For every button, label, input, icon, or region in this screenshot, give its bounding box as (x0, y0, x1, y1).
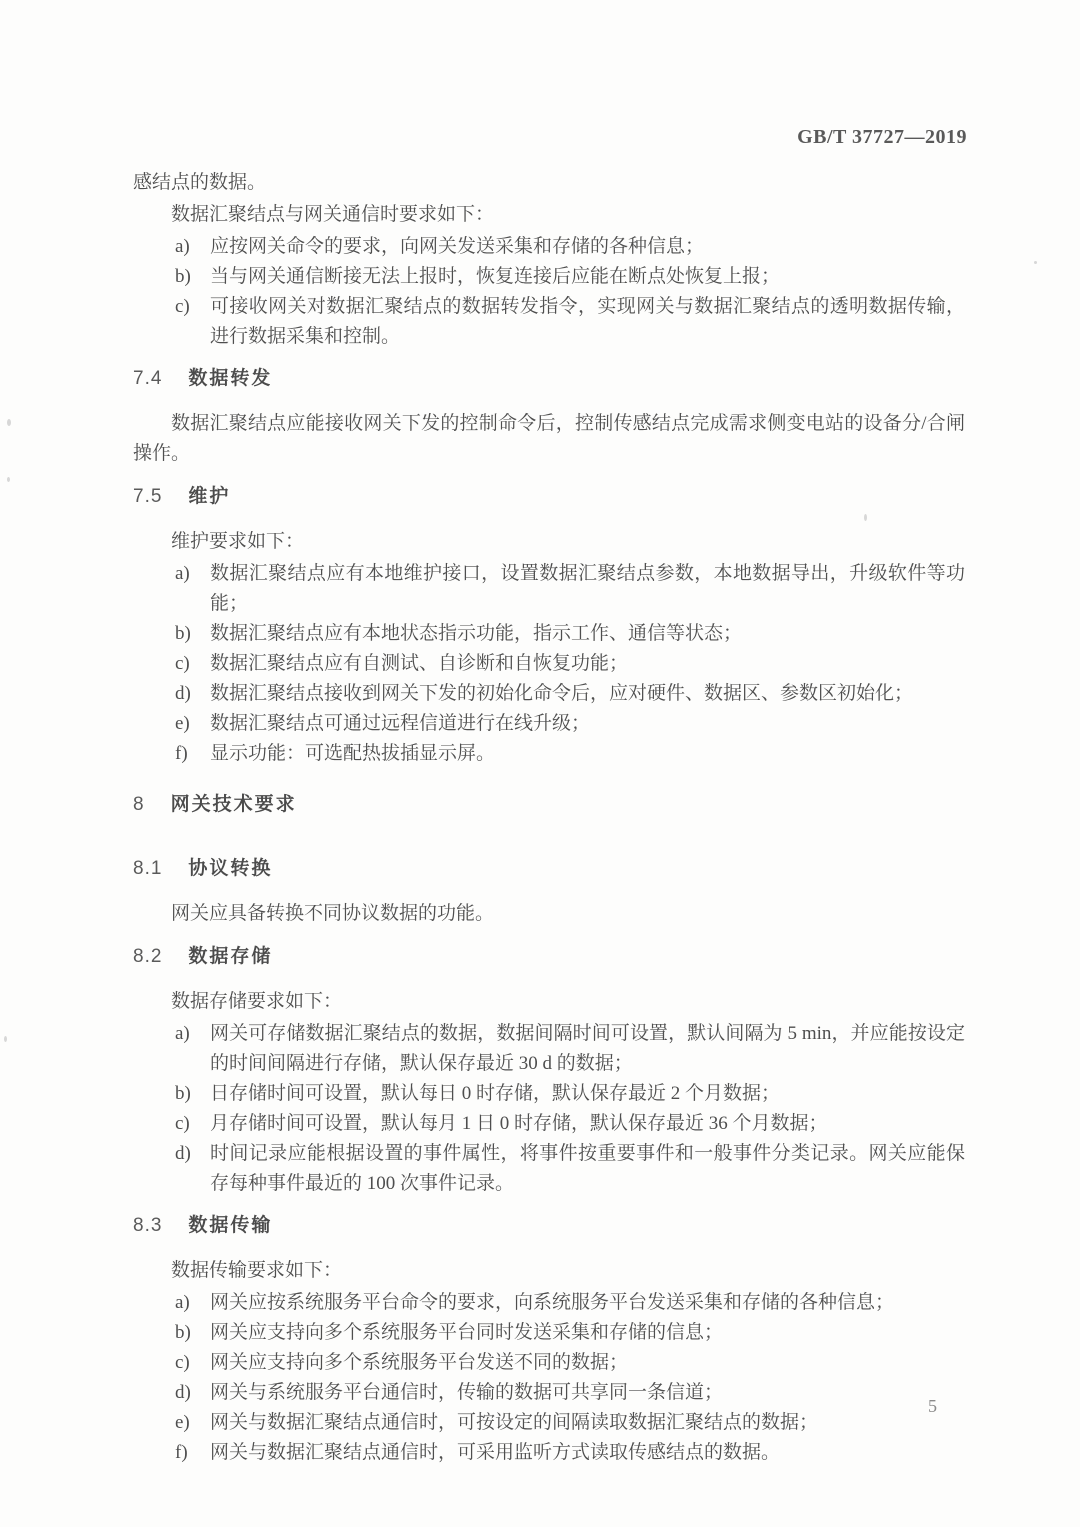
list-item-marker: c) (175, 653, 190, 674)
scan-artifact (4, 1036, 7, 1042)
paragraph: 感结点的数据。 (133, 172, 267, 193)
list-item-marker: d) (175, 1143, 191, 1164)
ordered-list (133, 559, 965, 769)
list-item-marker: f) (175, 1442, 188, 1463)
section-title: 协议转换 (188, 858, 273, 879)
paragraph: 网关应具备转换不同协议数据的功能。 (171, 903, 495, 924)
ordered-list (133, 1288, 965, 1468)
list-item-marker: a) (175, 236, 190, 257)
scan-artifact (7, 419, 11, 426)
paragraph: 数据传输要求如下： (171, 1260, 343, 1281)
section-heading (133, 485, 965, 509)
list-item-text: 日存储时间可设置，默认每日 0 时存储，默认保存最近 2 个月数据； (210, 1083, 781, 1104)
list-item-marker: c) (175, 1113, 190, 1134)
standard-number: GB/T 37727—2019 (797, 126, 967, 148)
scan-artifact (7, 477, 10, 482)
section-number: 7.4 (133, 368, 163, 389)
list-item (133, 1408, 965, 1438)
list-item (133, 1288, 965, 1318)
list-item-text: 当与网关通信断接无法上报时，恢复连接后应能在断点处恢复上报； (210, 266, 781, 287)
list-item (133, 232, 965, 262)
section-heading (133, 1214, 965, 1238)
list-item-marker: c) (175, 296, 190, 317)
list-item (133, 1438, 965, 1468)
list-item-marker: b) (175, 1322, 191, 1343)
section-heading (133, 945, 965, 969)
list-item-marker: b) (175, 623, 191, 644)
section-title: 数据传输 (188, 1215, 273, 1236)
section-number: 8.2 (133, 946, 163, 967)
paragraph: 数据存储要求如下： (171, 991, 343, 1012)
list-item (133, 1318, 965, 1348)
list-item-text: 月存储时间可设置，默认每月 1 日 0 时存储，默认保存最近 36 个月数据； (210, 1113, 828, 1134)
list-item (133, 679, 965, 709)
section-title: 网关技术要求 (170, 794, 297, 815)
section-number: 7.5 (133, 486, 163, 507)
section-number: 8.3 (133, 1215, 163, 1236)
section-number: 8.1 (133, 858, 163, 879)
list-item-marker: b) (175, 266, 191, 287)
list-item-marker: f) (175, 743, 188, 764)
list-item (133, 709, 965, 739)
list-item (133, 739, 965, 769)
page-number: 5 (928, 1396, 937, 1416)
list-item-marker: d) (175, 1382, 191, 1403)
list-item-text: 数据汇聚结点应有自测试、自诊断和自恢复功能； (210, 653, 629, 674)
paragraph: 维护要求如下： (171, 531, 305, 552)
list-item-text: 网关可存储数据汇聚结点的数据，数据间隔时间可设置，默认间隔为 5 min，并应能按设定的时间间隔进行存储，默认保存最近 30 d 的数据； (210, 1023, 965, 1074)
list-item (133, 1019, 965, 1079)
list-item (133, 1079, 965, 1109)
list-item (133, 1109, 965, 1139)
document-body (133, 168, 965, 1469)
section-heading (133, 857, 965, 881)
list-item-text: 可接收网关对数据汇聚结点的数据转发指令，实现网关与数据汇聚结点的透明数据传输，进行数据采集和控制。 (210, 296, 965, 347)
paragraph: 数据汇聚结点与网关通信时要求如下： (171, 204, 495, 225)
list-item (133, 262, 965, 292)
ordered-list (133, 232, 965, 352)
list-item (133, 1348, 965, 1378)
section-heading (133, 793, 965, 817)
list-item-text: 数据汇聚结点接收到网关下发的初始化命令后，应对硬件、数据区、参数区初始化； (210, 683, 914, 704)
list-item-marker: c) (175, 1352, 190, 1373)
list-item-text: 网关应按系统服务平台命令的要求，向系统服务平台发送采集和存储的各种信息； (210, 1292, 895, 1313)
list-item-text: 显示功能：可选配热拔插显示屏。 (210, 743, 496, 764)
list-item (133, 559, 965, 619)
list-item-text: 数据汇聚结点应有本地维护接口，设置数据汇聚结点参数，本地数据导出，升级软件等功能； (210, 563, 965, 614)
list-item-text: 数据汇聚结点可通过远程信道进行在线升级； (210, 713, 591, 734)
list-item (133, 649, 965, 679)
list-item-text: 网关与数据汇聚结点通信时，可采用监听方式读取传感结点的数据。 (210, 1442, 781, 1463)
list-item-marker: a) (175, 563, 190, 584)
list-item (133, 619, 965, 649)
list-item-marker: a) (175, 1023, 190, 1044)
scan-artifact (1034, 261, 1037, 264)
ordered-list (133, 1019, 965, 1199)
list-item (133, 1139, 965, 1199)
section-heading (133, 367, 965, 391)
list-item-text: 网关应支持向多个系统服务平台发送不同的数据； (210, 1352, 629, 1373)
section-title: 数据转发 (188, 368, 273, 389)
list-item (133, 1378, 965, 1408)
section-title: 维护 (188, 486, 231, 507)
list-item-marker: a) (175, 1292, 190, 1313)
list-item-marker: b) (175, 1083, 191, 1104)
list-item (133, 292, 965, 352)
section-number: 8 (133, 794, 145, 815)
list-item-text: 网关与数据汇聚结点通信时，可按设定的间隔读取数据汇聚结点的数据； (210, 1412, 819, 1433)
list-item-marker: e) (175, 713, 190, 734)
list-item-text: 应按网关命令的要求，向网关发送采集和存储的各种信息； (210, 236, 705, 257)
paragraph: 数据汇聚结点应能接收网关下发的控制命令后，控制传感结点完成需求侧变电站的设备分/合闸操作。 (133, 413, 965, 464)
list-item-text: 数据汇聚结点应有本地状态指示功能，指示工作、通信等状态； (210, 623, 743, 644)
list-item-text: 网关应支持向多个系统服务平台同时发送采集和存储的信息； (210, 1322, 724, 1343)
scan-artifact (864, 514, 867, 521)
list-item-marker: e) (175, 1412, 190, 1433)
list-item-marker: d) (175, 683, 191, 704)
list-item-text: 网关与系统服务平台通信时，传输的数据可共享同一条信道； (210, 1382, 724, 1403)
section-title: 数据存储 (188, 946, 273, 967)
list-item-text: 时间记录应能根据设置的事件属性，将事件按重要事件和一般事件分类记录。网关应能保存每种事件最近的 100 次事件记录。 (210, 1143, 965, 1194)
